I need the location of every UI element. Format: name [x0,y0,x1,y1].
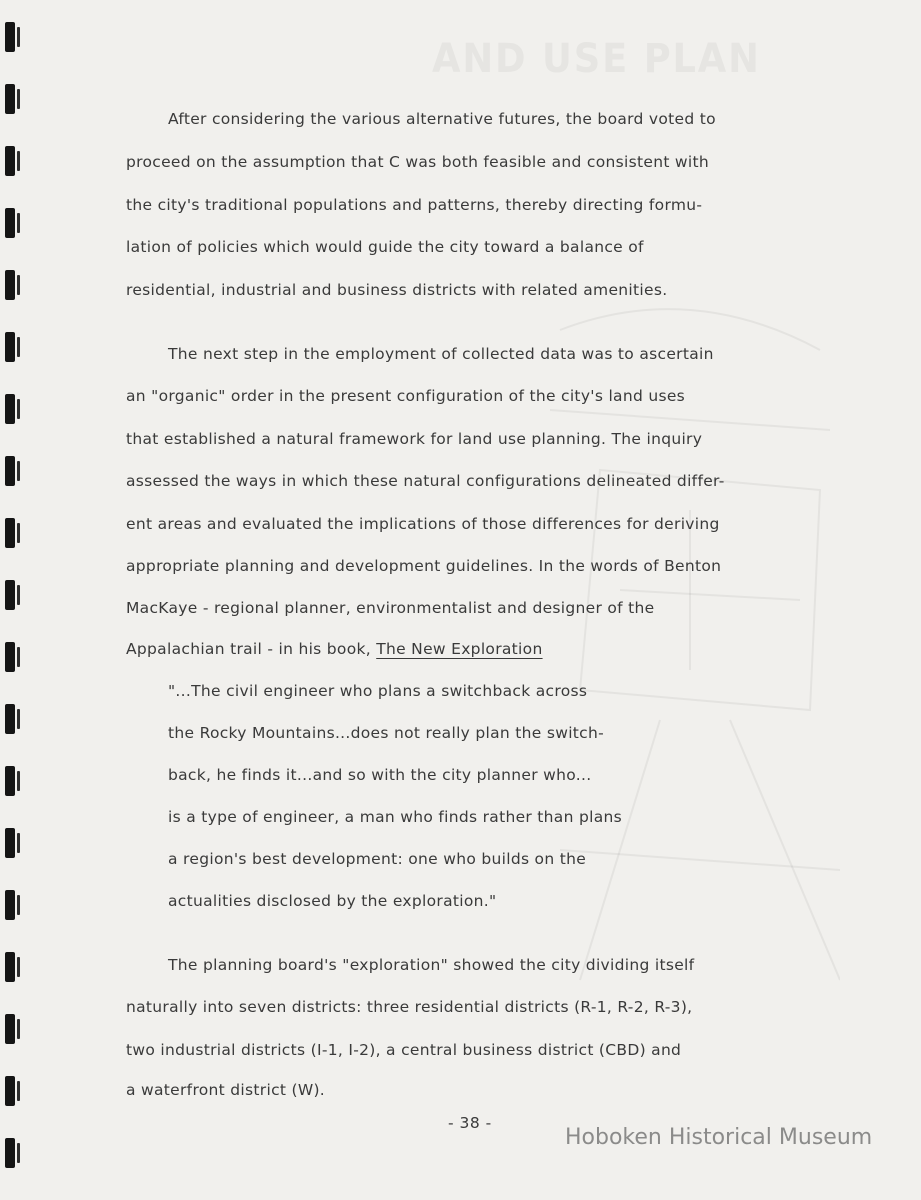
binding-ring [5,456,15,486]
binding-ring [5,642,15,672]
text-line-with-title [126,639,543,659]
quote-line: "...The civil engineer who plans a switchback across [168,682,588,700]
text-line: assessed the ways in which these natural configurations delineated differ- [126,472,725,490]
binding-ring [5,1014,15,1044]
quote-line: actualities disclosed by the exploration." [168,892,497,910]
book-title: The New Exploration [376,640,543,658]
bleed-through-heading: AND USE PLAN [432,36,761,82]
quote-line: a region's best development: one who builds on the [168,850,587,868]
text-line: The next step in the employment of collected data was to ascertain [168,345,714,363]
binding-ring [5,704,15,734]
quote-line: the Rocky Mountains...does not really plan the switch- [168,724,605,742]
text-line: Appalachian trail - in his book, [126,640,377,658]
text-line: naturally into seven districts: three residential districts (R-1, R-2, R-3), [126,998,693,1016]
spiral-binding [0,0,30,1200]
binding-ring [5,208,15,238]
page-number: - 38 - [448,1114,492,1132]
binding-ring [5,890,15,920]
binding-ring [5,1138,15,1168]
text-line: ent areas and evaluated the implications of those differences for deriving [126,515,720,533]
text-line: residential, industrial and business districts with related amenities. [126,281,668,299]
binding-ring [5,952,15,982]
text-line: the city's traditional populations and patterns, thereby directing formu- [126,196,703,214]
text-line: proceed on the assumption that C was both feasible and consistent with [126,153,710,171]
quote-line: back, he finds it...and so with the city planner who... [168,766,592,784]
binding-ring [5,22,15,52]
binding-ring [5,518,15,548]
text-line: lation of policies which would guide the city toward a balance of [126,238,644,256]
text-line: The planning board's "exploration" showed the city dividing itself [168,956,695,974]
text-line: that established a natural framework for land use planning. The inquiry [126,430,703,448]
binding-ring [5,270,15,300]
museum-watermark: Hoboken Historical Museum [565,1125,873,1150]
binding-ring [5,146,15,176]
text-line: appropriate planning and development guidelines. In the words of Benton [126,557,722,575]
text-line: two industrial districts (I-1, I-2), a central business district (CBD) and [126,1041,682,1059]
binding-ring [5,394,15,424]
text-line: MacKaye - regional planner, environmentalist and designer of the [126,599,655,617]
text-line: After considering the various alternative futures, the board voted to [168,110,716,128]
binding-ring [5,332,15,362]
quote-line: is a type of engineer, a man who finds rather than plans [168,808,622,826]
binding-ring [5,1076,15,1106]
binding-ring [5,84,15,114]
text-line: an "organic" order in the present configuration of the city's land uses [126,387,686,405]
text-line: a waterfront district (W). [126,1081,326,1099]
binding-ring [5,580,15,610]
binding-ring [5,766,15,796]
binding-ring [5,828,15,858]
